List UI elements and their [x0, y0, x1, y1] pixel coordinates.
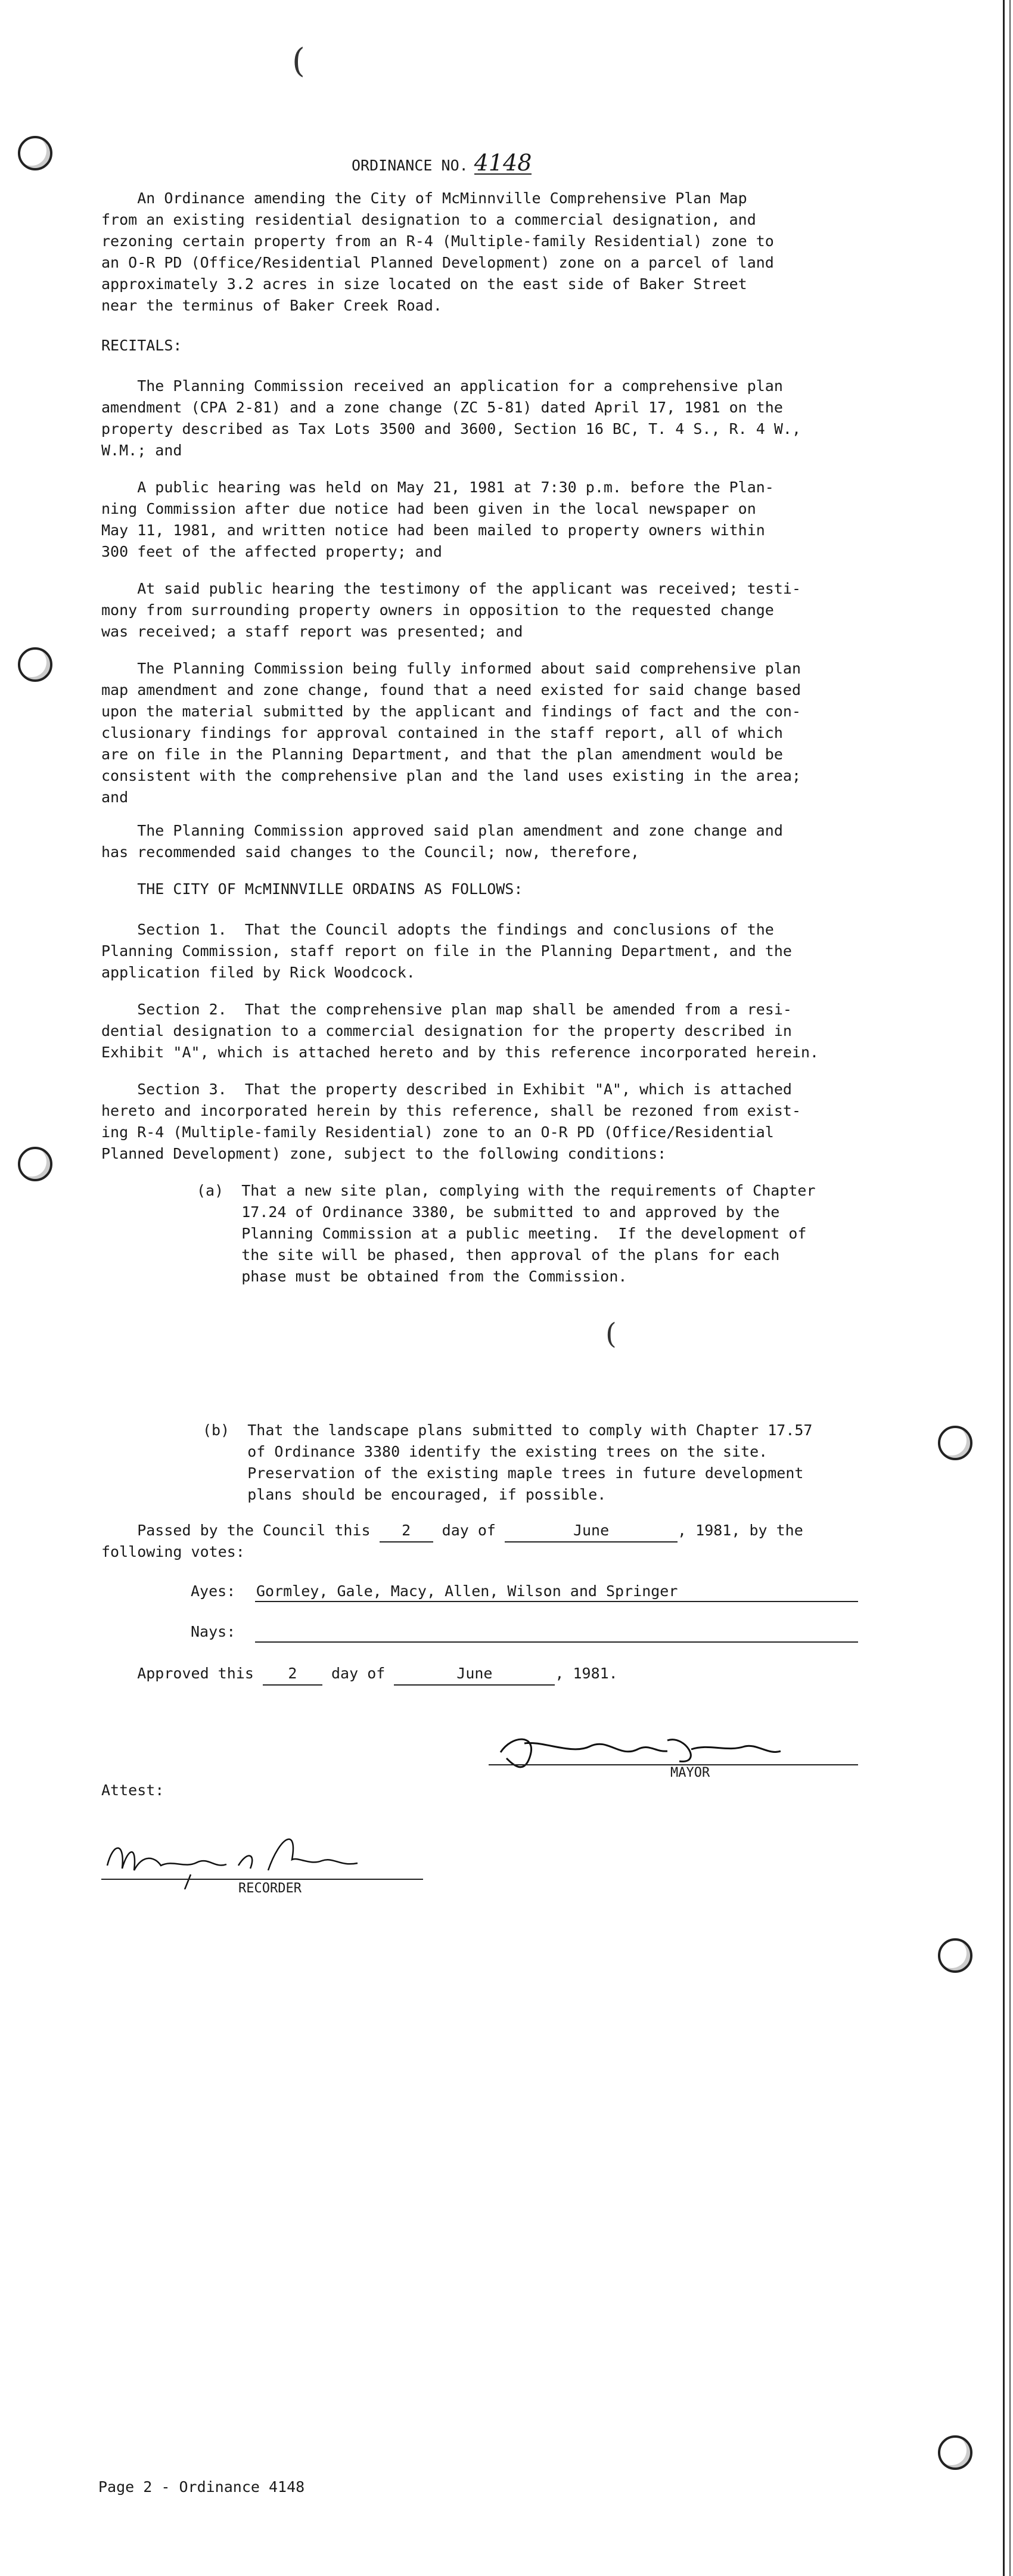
ordains-heading: THE CITY OF McMINNVILLE ORDAINS AS FOLLOWS:: [101, 880, 523, 898]
punch-hole-icon: [938, 1426, 972, 1460]
recitals-heading: RECITALS:: [101, 337, 182, 354]
attest-label: Attest:: [101, 1782, 164, 1799]
recital-paragraph: A public hearing was held on May 21, 1981 at 7:30 p.m. before the Plan- ning Commission after due notice had been given in the local newspaper on May 11, 1981, and written notice had been mailed to property owners within 300 feet of the affected property; and: [101, 479, 774, 560]
approved-prefix: Approved this: [101, 1665, 254, 1682]
passed-year: , 1981, by the: [678, 1522, 803, 1539]
mayor-caption: MAYOR: [670, 1765, 710, 1780]
recital-paragraph: The Planning Commission being fully informed about said comprehensive plan map amendment and zone change, found that a need existed for said change based upon the material submitted by the applicant and findings of fact and the con- clusionary findings for approval contained in the staff report, all of which are on file in the Planning Department, and that the plan amendment would be consistent with the comprehensive plan and the land uses existing in the area; and: [101, 660, 801, 806]
section-paragraph: Section 1. That the Council adopts the findings and conclusions of the Planning Commission, staff report on file in the Planning Department, and the application filed by Rick Woodcock.: [101, 921, 792, 981]
page-edge: [1003, 0, 1005, 2576]
section-paragraph: Section 3. That the property described in Exhibit "A", which is attached hereto and incorporated herein by this reference, shall be rezoned from exist- ing R-4 (Multiple-family Residential) zone to an O-R PD (Office/Residential Planned Development) zone, subject to the following conditions:: [101, 1081, 801, 1162]
approved-line: [101, 1663, 618, 1686]
recital-paragraph: The Planning Commission received an application for a comprehensive plan amendment (CPA 2-81) and a zone change (ZC 5-81) dated April 17, 1981 on the property described as Tax Lots 3500 and 3600, Section 16 BC, T. 4 S., R. 4 W., W.M.; and: [101, 377, 801, 459]
passed-prefix: Passed by the Council this: [101, 1522, 371, 1539]
intro-paragraph: An Ordinance amending the City of McMinnville Comprehensive Plan Map from an existing residential designation to a commercial designation, and rezoning certain property from an R-4 (Multiple-family Residential) zone to an O-R PD (Office/Residential Planned Development) zone on a parcel of land approximately 3.2 acres in size located on the east side of Baker Street near the terminus of Baker Creek Road.: [101, 190, 774, 314]
recorder-caption: RECORDER: [238, 1881, 302, 1896]
recorder-signature-line: [101, 1879, 423, 1880]
punch-hole-icon: [18, 136, 52, 170]
stray-pen-mark: (: [292, 42, 305, 80]
ayes-value: Gormley, Gale, Macy, Allen, Wilson and Springer: [256, 1582, 678, 1600]
punch-hole-icon: [938, 2435, 972, 2470]
recital-paragraph: The Planning Commission approved said plan amendment and zone change and has recommended said changes to the Council; now, therefore,: [101, 822, 783, 861]
passed-line: [101, 1520, 803, 1543]
punch-hole-icon: [18, 647, 52, 682]
stray-pen-mark: (: [605, 1317, 617, 1351]
punch-hole-icon: [18, 1147, 52, 1181]
condition-b: (b) That the landscape plans submitted to comply with Chapter 17.57 of Ordinance 3380 identify the existing trees on the site. Preservation of the existing maple trees in future development plans should be encouraged, if possible.: [203, 1422, 813, 1503]
approved-day-of: day of: [331, 1665, 386, 1682]
punch-hole-icon: [938, 1938, 972, 1973]
condition-a: (a) That a new site plan, complying with the requirements of Chapter 17.24 of Ordinance 3380, be submitted to and approved by the Planning Commission at a public meeting. If the development of the site will be phased, then approval of the plans for each phase must be obtained from the Commission.: [197, 1182, 816, 1285]
recital-paragraph: At said public hearing the testimony of the applicant was received; testi- mony from surrounding property owners in opposition to the requested change was received; a staff report was presented; and: [101, 580, 801, 640]
approved-day: 2: [263, 1663, 322, 1686]
page-edge-shadow: [1009, 0, 1011, 2576]
approved-year: , 1981.: [555, 1665, 618, 1682]
nays-label: Nays:: [191, 1623, 236, 1640]
ayes-label: Ayes:: [191, 1582, 236, 1600]
title-label: ORDINANCE NO.: [352, 157, 468, 174]
day-of-label: day of: [442, 1522, 496, 1539]
ordinance-number: 4148: [474, 150, 532, 176]
nays-underline: [255, 1641, 858, 1643]
ordinance-title: [352, 152, 532, 175]
ayes-underline: [255, 1601, 858, 1602]
following-votes: following votes:: [101, 1543, 245, 1560]
page-footer: Page 2 - Ordinance 4148: [98, 2478, 305, 2496]
passed-day: 2: [380, 1520, 433, 1543]
passed-month: June: [505, 1520, 678, 1543]
section-paragraph: Section 2. That the comprehensive plan map shall be amended from a resi- dential designation to a commercial designation for the property described in Exhibit "A", which is attached hereto and by this reference incorporated herein.: [101, 1001, 819, 1061]
approved-month: June: [394, 1663, 555, 1686]
